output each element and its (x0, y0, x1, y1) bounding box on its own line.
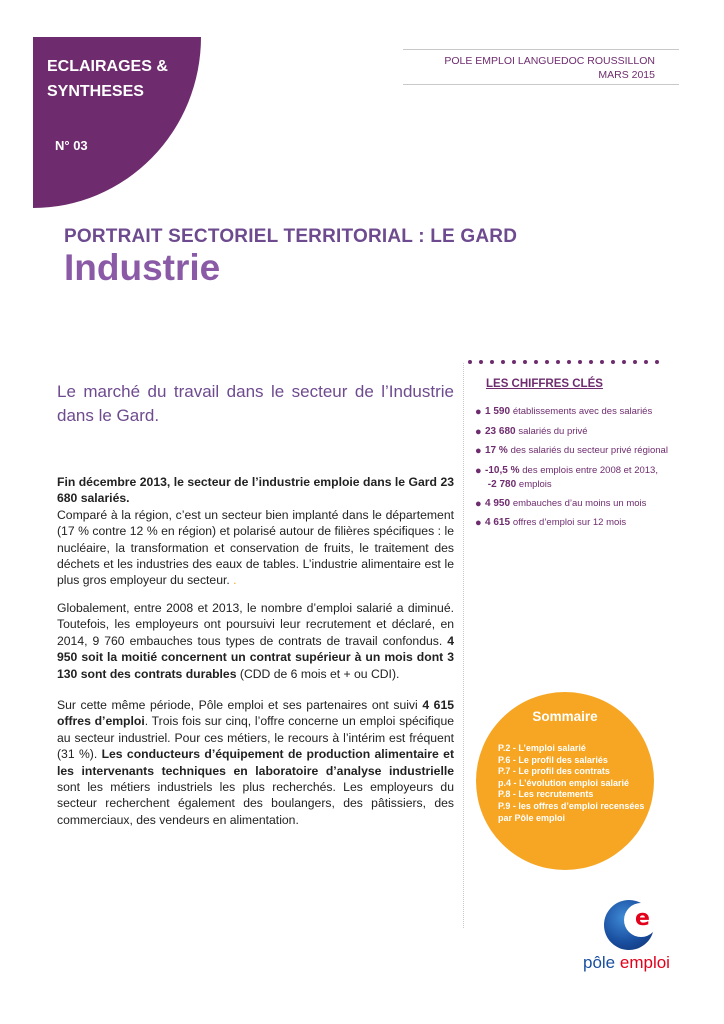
bullet-icon: ● (475, 498, 482, 510)
key-figure-item: ● 23 680 salariés du privé (475, 426, 588, 438)
key-figure-item: ● 1 590 établissements avec des salariés (475, 406, 653, 418)
bullet-icon: ● (475, 465, 482, 477)
body-paragraph-3 (57, 697, 454, 828)
paragraph-3-text-b: . Trois fois sur cinq, l’offre concerne un emploi spécifique au secteur industriel. Pour ces métiers, le recours à l’intérim est fréquent (31 %). (57, 714, 455, 762)
bullet-icon: ● (475, 517, 482, 529)
page-subtitle: PORTRAIT SECTORIEL TERRITORIAL : LE GARD (64, 226, 518, 247)
sommaire-item[interactable]: P.8 - Les recrutements (498, 789, 594, 800)
issue-number: N° 03 (55, 138, 88, 153)
paragraph-1-highlight: Fin décembre 2013, le secteur de l’industrie emploie dans le Gard 23 680 salariés. (57, 475, 454, 506)
sommaire-item[interactable]: p.4 - L’évolution emploi salarié (498, 777, 630, 788)
body-paragraph-2 (57, 600, 454, 682)
pole-emploi-wordmark: pôle emploi (583, 953, 670, 972)
series-title-line-2: SYNTHESES (47, 83, 144, 100)
paragraph-3-text-a: Sur cette même période, Pôle emploi et ses partenaires ont suivi (57, 698, 423, 712)
sommaire-list (498, 743, 648, 824)
header-date: MARS 2015 (598, 69, 655, 81)
paragraph-2-tail: (CDD de 6 mois et + ou CDI). (236, 666, 400, 681)
series-title (47, 54, 187, 104)
key-figure-item: ● -10,5 % des emplois entre 2008 et 2013, -2 780 emplois (475, 465, 658, 490)
bullet-icon: ● (475, 445, 482, 457)
lead-paragraph: Le marché du travail dans le secteur de l’Industrie dans le Gard. (57, 382, 454, 425)
header-organization: POLE EMPLOI LANGUEDOC ROUSSILLON (444, 55, 655, 67)
paragraph-1-text: Comparé à la région, c’est un secteur bien implanté dans le département (17 % contre 12 % en région) et polarisé autour de filières spécifiques : le nucléaire, la transformation et conservation de fruits, le traitement des déchets et les industries des eaux de tables. L’industrie alimentaire est le plus gros employeur du secteur. (57, 507, 454, 588)
bullet-icon: ● (475, 406, 482, 418)
header-divider-top (403, 49, 679, 50)
sommaire-item[interactable]: P.7 - Le profil des contrats (498, 766, 610, 777)
key-figure-item: ● 4 950 embauches d’au moins un mois (475, 498, 647, 510)
key-figure-item: ● 17 % des salariés du secteur privé régional (475, 445, 668, 457)
header-divider-bottom (403, 84, 679, 85)
body-paragraph-1 (57, 474, 454, 589)
paragraph-3-highlight-b: Les conducteurs d’équipement de production alimentaire et les intervenants techniques en laboratoire d’analyse industrielle (57, 747, 454, 778)
sommaire-title: Sommaire (532, 709, 598, 724)
page-title: Industrie (64, 247, 221, 288)
paragraph-3-highlight-a: 4 615 offres d’emploi (57, 698, 454, 729)
column-divider (463, 363, 464, 928)
sommaire-item[interactable]: P.6 - Le profil des salariés (498, 754, 608, 765)
sommaire-item[interactable]: P.9 - les offres d’emploi recensées par Pôle emploi (498, 800, 645, 823)
logo-e-letter: e (635, 906, 650, 931)
key-figure-item: ● 4 615 offres d’emploi sur 12 mois (475, 517, 627, 529)
key-figures-title: LES CHIFFRES CLÉS (486, 378, 603, 390)
paragraph-1-mark: . (233, 573, 237, 588)
series-title-line-1: ECLAIRAGES & (47, 58, 168, 75)
sommaire-item[interactable]: P.2 - L’emploi salarié (498, 743, 586, 753)
paragraph-2-text: Globalement, entre 2008 et 2013, le nombre d’emploi salarié a diminué. Toutefois, les employeurs ont poursuivi leur recrutement et déclaré, en 2014, 9 760 embauches tous types de contrats de travail confondus. (57, 601, 454, 648)
bullet-icon: ● (475, 426, 482, 438)
paragraph-2-highlight: 4 950 soit la moitié concernent un contrat supérieur à un mois dont 3 130 sont des contrats durables (57, 633, 454, 681)
dotted-separator (467, 357, 667, 367)
paragraph-3-text-c: sont les métiers industriels les plus recherchés. Les employeurs du secteur recherchent également des boulangers, des pâtissiers, des commerciaux, des vendeurs en alimentation. (57, 780, 454, 827)
